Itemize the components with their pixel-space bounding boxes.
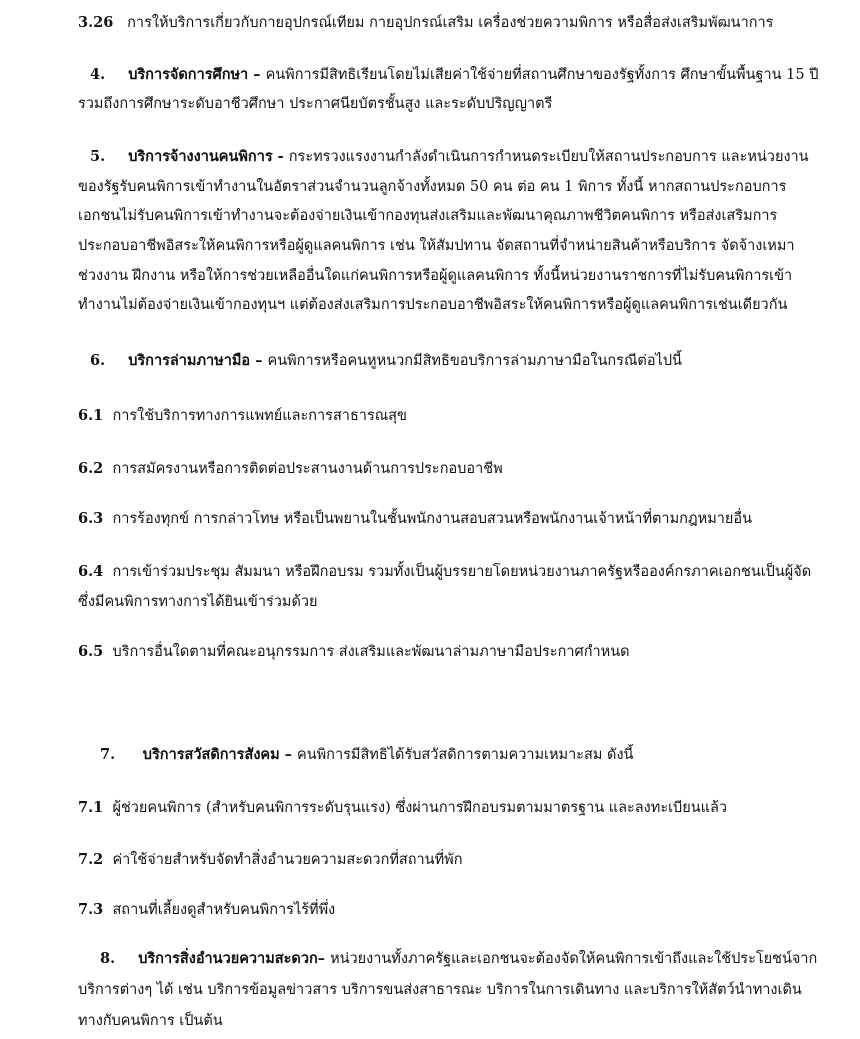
item-7-2	[78, 849, 463, 871]
dash: –	[317, 950, 331, 967]
section-6-heading-line	[90, 350, 682, 372]
item-3-26	[78, 12, 773, 34]
paragraph-line: เอกชนไม่รับคนพิการเข้าทำงานจะต้องจ่ายเงินเข้ากองทุนส่งเสริมและพัฒนาคุณภาพชีวิตคนพิการ หรือส่งเสริมการ	[78, 208, 778, 224]
item-text: การใช้บริการทางการแพทย์และการสาธารณสุข	[112, 408, 407, 424]
section-heading: บริการจัดการศึกษา	[128, 66, 249, 83]
paragraph-line: ของรัฐรับคนพิการเข้าทำงานในอัตราส่วนจำนวนลูกจ้างทั้งหมด 50 คน ต่อ คน 1 พิการ ทั้งนี้ หากสถานประกอบการ	[78, 179, 787, 195]
item-6-2	[78, 458, 503, 480]
section-heading: บริการสวัสดิการสังคม	[142, 746, 280, 763]
item-number: 6.5	[78, 643, 104, 660]
item-6-3	[78, 508, 752, 530]
item-7-1	[78, 797, 727, 819]
item-number: 6.1	[78, 407, 104, 424]
section-5-first-line	[90, 146, 809, 168]
item-number: 7.3	[78, 901, 104, 918]
section-text: คนพิการหรือคนหูหนวกมีสิทธิขอบริการล่ามภาษามือในกรณีต่อไปนี้	[267, 353, 682, 369]
item-text: การเข้าร่วมประชุม สัมมนา หรือฝึกอบรม รวมทั้งเป็นผู้บรรยายโดยหน่วยงานภาครัฐหรือองค์กรภาคเอกชนเป็นผู้จัด	[112, 564, 812, 580]
item-6-5	[78, 641, 630, 663]
section-text: คนพิการมีสิทธิได้รับสวัสดิการตามความเหมาะสม ดังนี้	[297, 747, 634, 763]
dash: –	[279, 746, 298, 763]
item-number: 6.3	[78, 510, 104, 527]
section-heading: บริการล่ามภาษามือ	[128, 352, 251, 369]
paragraph-line: บริการต่างๆ ได้ เช่น บริการข้อมูลข่าวสาร บริการขนส่งสาธารณะ บริการในการเดินทาง และบริการให้สัตว์นำทางเดิน	[78, 982, 802, 998]
section-heading: บริการสิ่งอำนวยความสะดวก	[138, 950, 318, 967]
paragraph-line: คนพิการมีสิทธิเรียนโดยไม่เสียค่าใช้จ่ายที่สถานศึกษาของรัฐทั้งการ ศึกษาขั้นพื้นฐาน 15 ปี	[265, 67, 819, 83]
section-number: 8.	[100, 950, 116, 967]
item-text: บริการอื่นใดตามที่คณะอนุกรรมการ ส่งเสริมและพัฒนาล่ามภาษามือประกาศกำหนด	[112, 644, 630, 660]
section-number: 7.	[100, 746, 116, 763]
section-number: 5.	[90, 148, 106, 165]
item-text: ค่าใช้จ่ายสำหรับจัดทำสิ่งอำนวยความสะดวกที่สถานที่พัก	[112, 852, 463, 868]
item-text: ผู้ช่วยคนพิการ (สำหรับคนพิการระดับรุนแรง) ซึ่งผ่านการฝึกอบรมตามมาตรฐาน และลงทะเบียนแล้ว	[112, 800, 728, 816]
item-number: 6.4	[78, 563, 104, 580]
item-7-3	[78, 899, 335, 921]
paragraph-line: ประกอบอาชีพอิสระให้คนพิการหรือผู้ดูแลคนพิการ เช่น ให้สัมปทาน จัดสถานที่จำหน่ายสินค้าหรือบริการ จัดจ้างเหมา	[78, 238, 795, 254]
dash: –	[250, 352, 268, 369]
paragraph-line: รวมถึงการศึกษาระดับอาชีวศึกษา ประกาศนียบัตรชั้นสูง และระดับปริญญาตรี	[78, 96, 553, 112]
item-number: 6.2	[78, 460, 104, 477]
item-text: การสมัครงานหรือการติดต่อประสานงานด้านการประกอบอาชีพ	[112, 461, 503, 477]
item-number: 7.2	[78, 851, 104, 868]
section-heading: บริการจ้างงานคนพิการ	[128, 148, 273, 165]
item-number: 7.1	[78, 799, 104, 816]
section-number: 6.	[90, 352, 106, 369]
paragraph-line: กระทรวงแรงงานกำลังดำเนินการกำหนดระเบียบให้สถานประกอบการ และหน่วยงาน	[288, 149, 809, 165]
item-number: 3.26	[78, 14, 114, 31]
paragraph-line: ทำงานไม่ต้องจ่ายเงินเข้ากองทุนฯ แต่ต้องส่งเสริมการประกอบอาชีพอิสระให้คนพิการหรือผู้ดูแลคนพิการเช่นเดียวกัน	[78, 297, 788, 313]
item-text: สถานที่เลี้ยงดูสำหรับคนพิการไร้ที่พึ่ง	[112, 902, 336, 918]
paragraph-line: ทางกับคนพิการ เป็นต้น	[78, 1013, 223, 1029]
item-text-continued: ซึ่งมีคนพิการทางการได้ยินเข้าร่วมด้วย	[78, 594, 318, 610]
dash: -	[272, 148, 289, 165]
paragraph-line: หน่วยงานทั้งภาครัฐและเอกชนจะต้องจัดให้คนพิการเข้าถึงและใช้ประโยชน์จาก	[330, 951, 818, 967]
section-7-heading-line	[100, 744, 633, 766]
paragraph-line: ช่วงงาน ฝึกงาน หรือให้การช่วยเหลืออื่นใดแก่คนพิการหรือผู้ดูแลคนพิการ ทั้งนี้หน่วยงานราชการที่ไม่รับคนพิการเข้า	[78, 268, 793, 284]
item-6-1	[78, 405, 407, 427]
item-text: การร้องทุกข์ การกล่าวโทษ หรือเป็นพยานในชั้นพนักงานสอบสวนหรือพนักงานเจ้าหน้าที่ตามกฎหมายอื่น	[112, 511, 753, 527]
item-text: การให้บริการเกี่ยวกับกายอุปกรณ์เทียม กายอุปกรณ์เสริม เครื่องช่วยความพิการ หรือสื่อส่งเสริมพัฒนาการ	[127, 15, 774, 31]
section-4-first-line	[90, 64, 818, 86]
dash: –	[248, 66, 266, 83]
section-number: 4.	[90, 66, 106, 83]
item-6-4	[78, 561, 811, 583]
section-8-first-line	[100, 948, 817, 970]
